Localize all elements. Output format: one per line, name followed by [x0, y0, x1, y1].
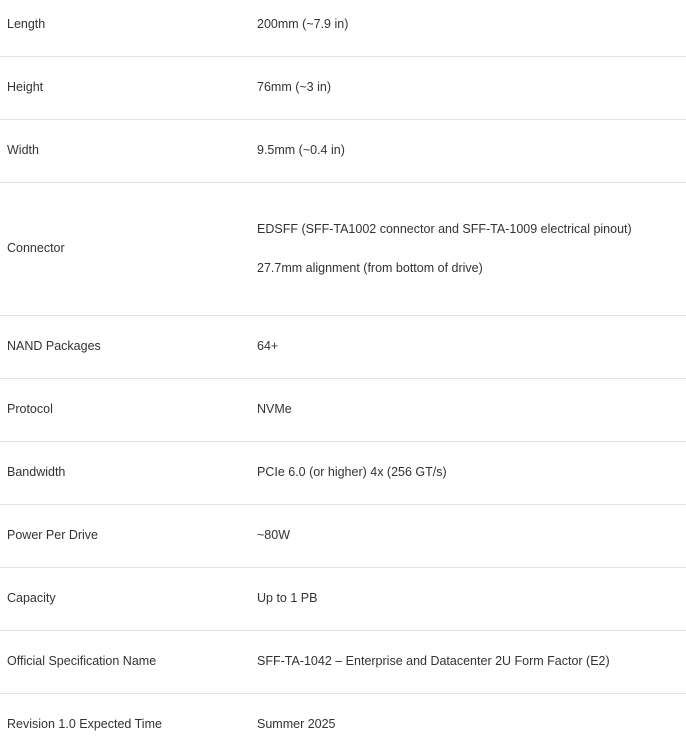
value-text: PCIe 6.0 (or higher) 4x (256 GT/s) [257, 465, 447, 479]
row-value [257, 504, 686, 567]
row-value [257, 0, 686, 56]
table-row-connector [0, 182, 686, 315]
value-text: 9.5mm (~0.4 in) [257, 143, 345, 157]
row-value [257, 182, 686, 315]
value-text: 76mm (~3 in) [257, 80, 331, 94]
row-label: Height [0, 56, 257, 119]
row-value [257, 315, 686, 378]
value-text: SFF-TA-1042 – Enterprise and Datacenter 2U Form Factor (E2) [257, 654, 610, 668]
row-label: Protocol [0, 378, 257, 441]
row-value [257, 56, 686, 119]
row-label: Width [0, 119, 257, 182]
row-label: Bandwidth [0, 441, 257, 504]
row-label: Power Per Drive [0, 504, 257, 567]
table-row-power-per-drive [0, 504, 686, 567]
table-row-width [0, 119, 686, 182]
table-row-protocol [0, 378, 686, 441]
table-row-length [0, 0, 686, 56]
value-text: 200mm (~7.9 in) [257, 16, 349, 31]
value-text: Summer 2025 [257, 717, 336, 732]
value-text: Up to 1 PB [257, 591, 318, 605]
value-text: 27.7mm alignment (from bottom of drive) [257, 260, 483, 275]
row-value [257, 630, 686, 693]
row-label: Connector [0, 182, 257, 315]
row-value [257, 378, 686, 441]
table-row-height [0, 56, 686, 119]
row-value [257, 441, 686, 504]
row-label: Capacity [0, 567, 257, 630]
table-row-capacity [0, 567, 686, 630]
row-value [257, 119, 686, 182]
row-label: Revision 1.0 Expected Time [7, 717, 162, 732]
table-row-bandwidth [0, 441, 686, 504]
row-label: NAND Packages [0, 315, 257, 378]
row-label: Official Specification Name [0, 630, 257, 693]
value-text: NVMe [257, 402, 292, 416]
value-text: ~80W [257, 528, 291, 542]
table-row-nand-packages [0, 315, 686, 378]
table-row-official-specification-name [0, 630, 686, 693]
row-value [257, 567, 686, 630]
value-text: EDSFF (SFF-TA1002 connector and SFF-TA-1009 electrical pinout) [257, 221, 632, 236]
value-text: 64+ [257, 339, 279, 353]
row-label: Length [0, 0, 257, 56]
